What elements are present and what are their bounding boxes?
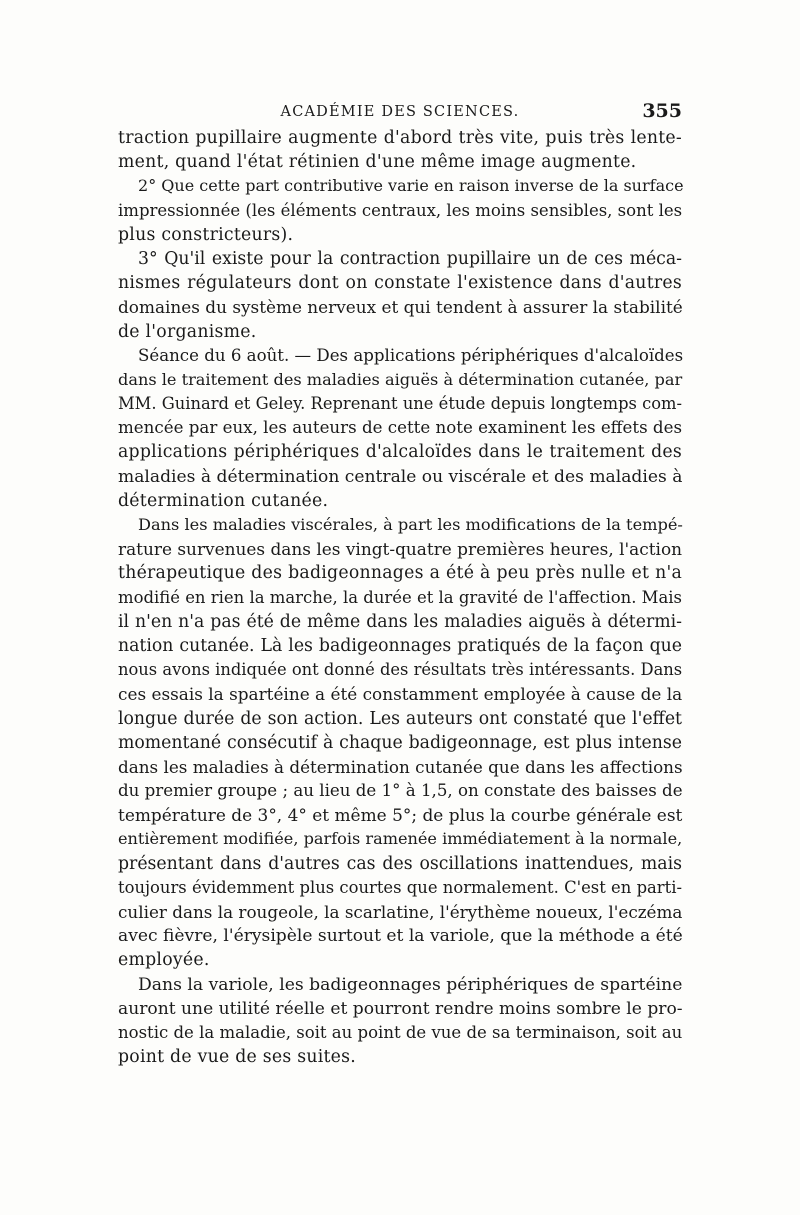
text-line: avec fièvre, l'érysipèle surtout et la variole, que la méthode a été [118, 926, 683, 947]
text-line: entièrement modifiée, parfois ramenée immédiatement à la normale, [118, 829, 683, 849]
text-line: détermination cutanée. [118, 490, 329, 511]
text-line: toujours évidemment plus courtes que normalement. C'est en parti- [118, 877, 682, 897]
text-line: ces essais la spartéine a été constamment employée à cause de la [118, 684, 683, 705]
text-line: momentané consécutif à chaque badigeonnage, est plus intense [118, 732, 682, 753]
text-line: impressionnée (les éléments centraux, les moins sensibles, sont les [118, 200, 683, 220]
text-line: longue durée de son action. Les auteurs ont constaté que l'effet [118, 708, 682, 729]
text-line: Dans la variole, les badigeonnages périphériques de spartéine [138, 974, 683, 995]
body-text [118, 126, 682, 1069]
text-line: ment, quand l'état rétinien d'une même image augmente. [118, 152, 637, 173]
text-line: modifié en rien la marche, la durée et la gravité de l'affection. Mais [118, 587, 682, 607]
text-line: dans les maladies à détermination cutanée que dans les affections [118, 756, 683, 777]
text-line: température de 3°, 4° et même 5°; de plus la courbe générale est [118, 805, 683, 826]
text-line: nismes régulateurs dont on constate l'existence dans d'autres [118, 273, 682, 294]
text-line: thérapeutique des badigeonnages a été à peu près nulle et n'a [118, 563, 682, 584]
text-line: Dans les maladies viscérales, à part les modifications de la tempé- [138, 515, 683, 534]
text-line: de l'organisme. [118, 321, 257, 342]
text-line: dans le traitement des maladies aiguës à détermination cutanée, par [118, 369, 683, 389]
text-line: employée. [118, 950, 210, 971]
text-line: rature survenues dans les vingt-quatre premières heures, l'action [118, 539, 683, 560]
running-title: ACADÉMIE DES SCIENCES. [280, 104, 520, 120]
text-line: il n'en n'a pas été de même dans les maladies aiguës à détermi- [118, 611, 682, 632]
text-line: 2° Que cette part contributive varie en raison inverse de la surface [138, 176, 684, 196]
text-line: culier dans la rougeole, la scarlatine, l'érythème noueux, l'eczéma [118, 902, 683, 922]
page-number: 355 [642, 100, 682, 122]
text-line: présentant dans d'autres cas des oscillations inattendues, mais [118, 853, 682, 874]
text-line: nostic de la maladie, soit au point de vue de sa terminaison, soit au [118, 1022, 683, 1042]
text-line: 3° Qu'il existe pour la contraction pupillaire un de ces méca- [138, 248, 682, 269]
text-line: point de vue de ses suites. [118, 1047, 357, 1068]
text-line: maladies à détermination centrale ou viscérale et des maladies à [118, 466, 683, 487]
text-line: nous avons indiquée ont donné des résultats très intéressants. Dans [118, 660, 683, 680]
text-line: MM. Guinard et Geley. Reprenant une étude depuis longtemps com- [118, 394, 682, 414]
text-line: mencée par eux, les auteurs de cette note examinent les effets des [118, 418, 682, 438]
text-line: auront une utilité réelle et pourront rendre moins sombre le pro- [118, 998, 683, 1019]
text-line: Séance du 6 août. — Des applications périphériques d'alcaloïdes [138, 345, 684, 365]
text-line: domaines du système nerveux et qui tendent à assurer la stabilité [118, 297, 683, 318]
text-line: nation cutanée. Là les badigeonnages pratiqués de la façon que [118, 635, 682, 656]
text-line: du premier groupe ; au lieu de 1° à 1,5, on constate des baisses de [118, 781, 683, 801]
text-line: plus constricteurs). [118, 224, 294, 245]
text-line: traction pupillaire augmente d'abord très vite, puis très lente- [118, 128, 682, 148]
text-line: applications périphériques d'alcaloïdes dans le traitement des [118, 442, 682, 463]
page-header [118, 100, 682, 126]
